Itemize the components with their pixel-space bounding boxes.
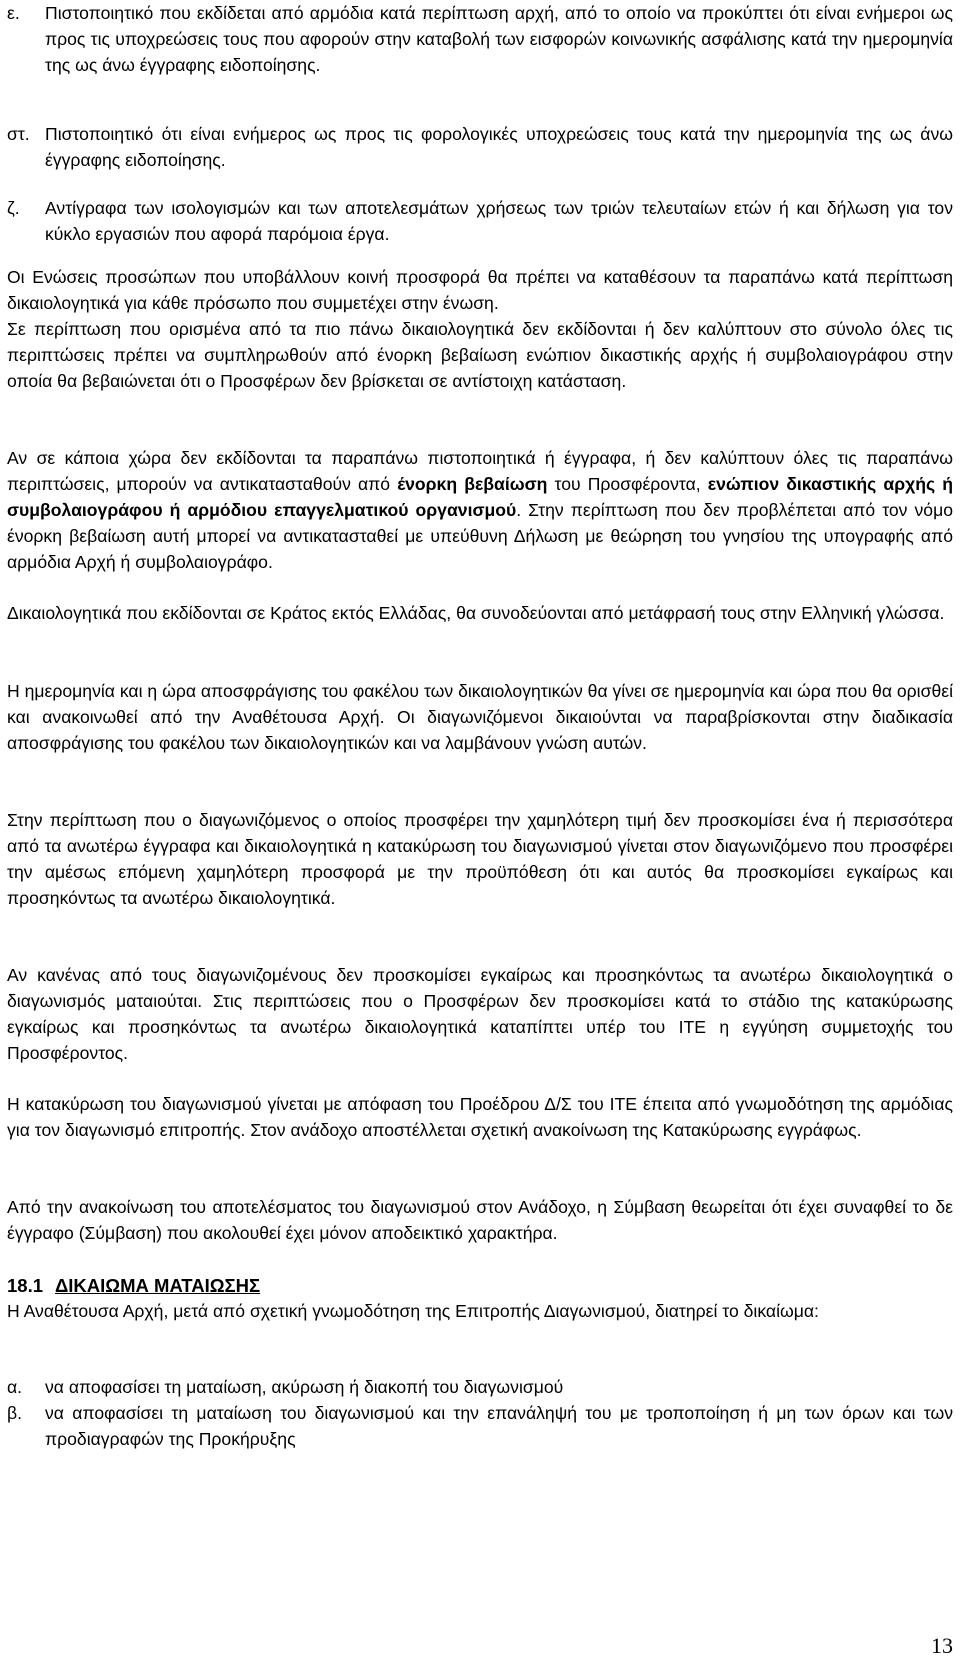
list-marker: στ.: [7, 124, 30, 144]
paragraph-sealing: Η ημερομηνία και η ώρα αποσφράγισης του φακέλου των δικαιολογητικών θα γίνει σε ημερομηνία και ώρα που θα ορισθεί και ανακοινωθεί από την Αναθέτουσα Αρχή. Οι διαγωνιζόμενοι δικαιούνται να παραβρίσκονται στην διαδικασία αποσφράγισης του φακέλου των δικαιολογητικών και να λαμβάνουν γνώση αυτών.: [7, 681, 953, 753]
list-item-text: Πιστοποιητικό ότι είναι ενήμερος ως προς τις φορολογικές υποχρεώσεις τους κατά την ημερομηνία της ως άνω έγγραφης ειδοποίησης.: [45, 124, 953, 170]
section-number: 18.1: [7, 1275, 44, 1296]
paragraph-lowest-bidder: Στην περίπτωση που ο διαγωνιζόμενος ο οποίος προσφέρει την χαμηλότερη τιμή δεν προσκομίσει ένα ή περισσότερα από τα ανωτέρω έγγραφα και δικαιολογητικά η κατακύρωση του διαγωνισμού γίνεται στον διαγωνιζόμενο που προσφέρει την αμέσως επόμενη χαμηλότερη προσφορά με την προϋπόθεση ότι και αυτός θα προσκομίσει εγκαίρως και προσηκόντως τα ανωτέρω δικαιολογητικά.: [7, 810, 953, 908]
page-number: 13: [931, 1633, 953, 1658]
paragraph-joint-ventures: Οι Ενώσεις προσώπων που υποβάλλουν κοινή προσφορά θα πρέπει να καταθέσουν τα παραπάνω κατά περίπτωση δικαιολογητικά για κάθε πρόσωπο που συμμετέχει στην ένωση.: [7, 267, 953, 313]
list-marker: β.: [7, 1403, 23, 1423]
paragraph-text: . Στην περίπτωση που δεν προβλέπεται από τον νόμο ένορκη βεβαίωση αυτή μπορεί να αντικατασταθεί με υπεύθυνη Δήλωση με θεώρηση του γνησίου της υπογραφής από αρμόδια Αρχή ή συμβολαιογράφο.: [7, 500, 954, 572]
paragraph-text: του Προσφέροντα,: [547, 474, 708, 494]
list-marker: ζ.: [7, 198, 20, 218]
paragraph-bold-text: ένορκη βεβαίωση: [397, 474, 548, 494]
list-item-z: [7, 195, 953, 247]
paragraph-contract: Από την ανακοίνωση του αποτελέσματος του διαγωνισμού στον Ανάδοχο, η Σύμβαση θεωρείται ότι έχει συναφθεί το δε έγγραφο (Σύμβαση) που ακολουθεί έχει μόνον αποδεικτικό χαρακτήρα.: [7, 1197, 953, 1243]
section-title: ΔΙΚΑΙΩΜΑ ΜΑΤΑΙΩΣΗΣ: [55, 1275, 261, 1296]
paragraph-translation: Δικαιολογητικά που εκδίδονται σε Κράτος εκτός Ελλάδας, θα συνοδεύονται από μετάφρασή τους στην Ελληνική γλώσσα.: [7, 603, 945, 623]
list-item-b: [7, 1400, 953, 1452]
list-item-st: [7, 121, 953, 173]
paragraph-award: Η κατακύρωση του διαγωνισμού γίνεται με απόφαση του Προέδρου Δ/Σ του ΙΤΕ έπειτα από γνωμοδότηση της αρμόδιας για τον διαγωνισμό επιτροπής. Στον ανάδοχο αποστέλλεται σχετική ανακοίνωση της Κατακύρωσης εγγράφως.: [7, 1094, 953, 1140]
list-item-a: [7, 1374, 953, 1400]
list-item-text: Πιστοποιητικό που εκδίδεται από αρμόδια κατά περίπτωση αρχή, από το οποίο να προκύπτει ότι είναι ενήμεροι ως προς τις υποχρεώσεις τους που αφορούν στην καταβολή των εισφορών κοινωνικής ασφάλισης κατά την ημερομηνία της ως άνω έγγραφης ειδοποίησης.: [45, 3, 953, 75]
paragraph-text: Αν σε κάποια χώρα δεν εκδίδονται τα παραπάνω πιστοποιητικά ή έγγραφα, ή δεν καλύπτουν όλες τις παραπάνω περιπτώσεις, μπορούν να αντικατασταθούν από: [7, 448, 953, 494]
list-item-text: να αποφασίσει τη ματαίωση του διαγωνισμού και την επανάληψή του με τροποποίηση ή μη των όρων και των προδιαγραφών της Προκήρυξης: [45, 1403, 953, 1449]
list-item-text: να αποφασίσει τη ματαίωση, ακύρωση ή διακοπή του διαγωνισμού: [45, 1377, 564, 1397]
paragraph-sworn-statement: Σε περίπτωση που ορισμένα από τα πιο πάνω δικαιολογητικά δεν εκδίδονται ή δεν καλύπτουν στο σύνολο όλες τις περιπτώσεις πρέπει να συμπληρωθούν από ένορκη βεβαίωση ενώπιον δικαστικής αρχής ή συμβολαιογράφου στην οποία θα βεβαιώνεται ότι ο Προσφέρων δεν βρίσκεται σε αντίστοιχη κατάσταση.: [7, 319, 953, 391]
list-item-text: Αντίγραφα των ισολογισμών και των αποτελεσμάτων χρήσεως των τριών τελευταίων ετών ή και δήλωση για τον κύκλο εργασιών που αφορά παρόμοια έργα.: [45, 198, 953, 244]
paragraph-section-intro: Η Αναθέτουσα Αρχή, μετά από σχετική γνωμοδότηση της Επιτροπής Διαγωνισμού, διατηρεί το δικαίωμα:: [7, 1301, 819, 1321]
paragraph-no-documents: Αν κανένας από τους διαγωνιζομένους δεν προσκομίσει εγκαίρως και προσηκόντως τα ανωτέρω δικαιολογητικά ο διαγωνισμός ματαιούται. Στις περιπτώσεις που ο Προσφέρων δεν προσκομίσει κατά το στάδιο της κατακύρωσης εγκαίρως και προσηκόντως τα ανωτέρω δικαιολογητικά καταπίπτει υπέρ του ΙΤΕ η εγγύηση συμμετοχής του Προσφέροντος.: [7, 965, 953, 1063]
paragraph-foreign-documents: [7, 445, 953, 575]
list-marker: ε.: [7, 3, 20, 23]
list-marker: α.: [7, 1377, 23, 1397]
list-item-e: [7, 0, 953, 78]
paragraph-bold-text: ενώπιον δικαστικής αρχής ή συμβολαιογράφου ή αρμόδιου επαγγελματικού οργανισμού: [7, 474, 953, 520]
section-heading: [7, 1273, 260, 1299]
